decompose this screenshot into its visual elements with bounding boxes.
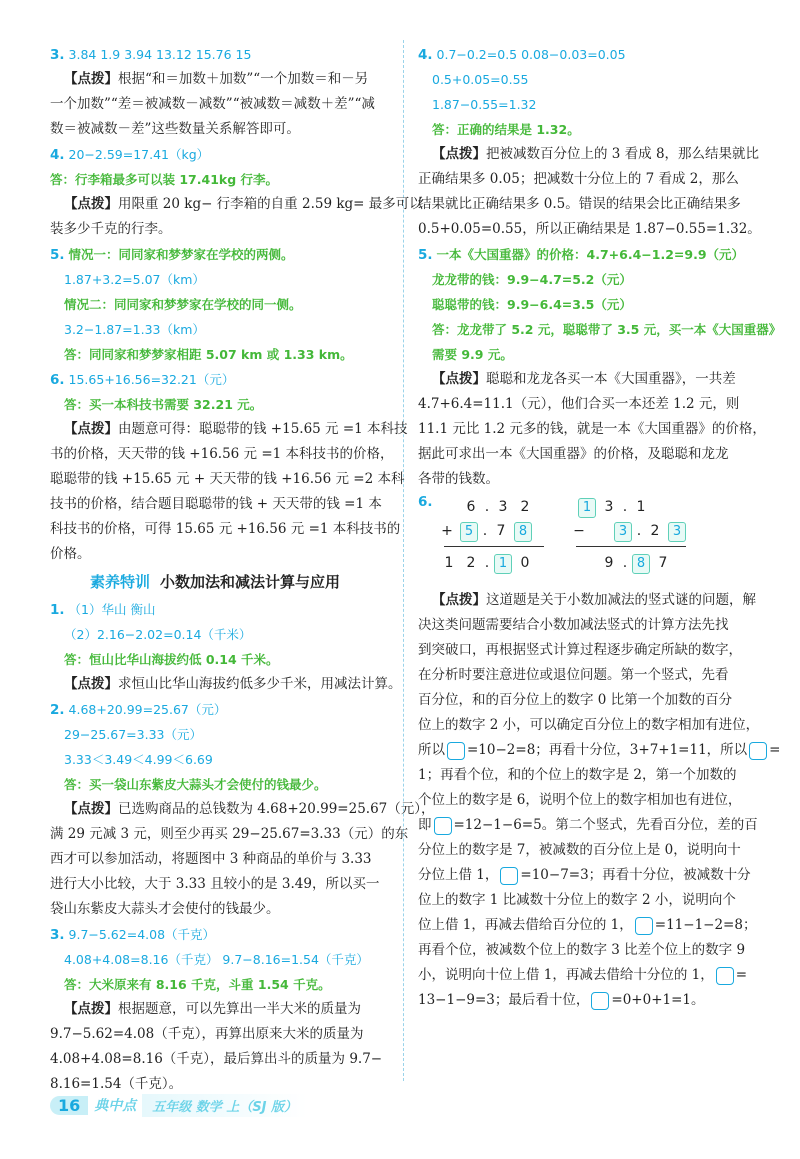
filled-box: 3 <box>668 522 686 542</box>
series-logo: 典中点 <box>94 1098 137 1114</box>
answer-q4: 4. 20−2.59=17.41（kg） <box>50 147 210 163</box>
plus-sign: + <box>441 523 453 539</box>
grade-label: 五年级 数学 上（SJ 版） <box>142 1094 307 1117</box>
digit: 2 <box>650 523 660 539</box>
digit: 2 <box>466 555 476 571</box>
blank-box <box>434 817 452 835</box>
subtraction-calc: 1 3 . 1 − 3 . 2 3 9 . 8 7 <box>568 492 688 580</box>
filled-box: 5 <box>460 522 478 542</box>
filled-box: 1 <box>494 554 512 574</box>
answer-s2: 2. 4.68+20.99=25.67（元） <box>50 702 227 718</box>
sum-line <box>444 546 544 547</box>
digit: 1 <box>636 499 646 515</box>
digit: 7 <box>496 523 506 539</box>
digit: 7 <box>658 555 668 571</box>
digit: 6 <box>466 499 476 515</box>
left-column: 3. 3.84 1.9 3.94 13.12 15.76 15 【点拨】根据“和＝加数＋加数”“一个加数＝和－另 一个加数”“差＝被减数－减数”“被减数＝减数＋差”“减 数＝被减数－差”这些数量关系解答即可。 4. 20−2.59=17.41（kg） 答：行李箱最多可以装 17.41kg 行李。 【点拨】用限重 20 kg− 行李箱的自重 2.59 kg= 最多可以 装多少千克的行李。 5. 情况一：同同家和梦梦家在学校的两侧。 1.87+3.2=5.07（km） 情况二：同同家和梦梦家在学校的同一侧。 3.2−1.87=1.33（km） 答：同同家和梦梦家相距 5.07 km 或 1.33 km。 6. 15.65+16.56=32.21（元） 答：买一本科技书需要 32.21 元。 【点拨】由题意可得：聪聪带的钱 +15.65 元 =1 本科技 书的价格，天天带的钱 +16.56 元 =1 本科技书的价格， 聪聪带的钱 +15.65 元 + 天天带的钱 +16.56 元 =2 本科 技书的价格，结合题目聪聪带的钱 + 天天带的钱 =1 本 科技书的价格，可得 15.65 元 +16.56 元 =1 本科技书的 价格。 素养特训 小数加法和减法计算与应用 1. （1）华山 衡山 （2）2.16−2.02=0.14（千米） 答：恒山比华山海拔约低 0.14 千米。 【点拨】求恒山比华山海拔约低多少千米，用减法计算。 2. 4.68+20.99=25.67（元） 29−25.67=3.33（元） 3.33＜3.49＜4.99＜6.69 答：买一袋山东紫皮大蒜头才会使付的钱最少。 【点拨】已选购商品的总钱数为 4.68+20.99=25.67（元）， 满 29 元减 3 元，则至少再买 29−25.67=3.33（元）的东 西才可以参加活动，将题图中 3 种商品的单价与 3.33 进行大小比较，大于 3.33 且较小的是 3.49，所以买一 袋山东紫皮大蒜头才会使付的钱最少。 3. 9.7−5.62=4.08（千克） 4.08+4.08=8.16（千克） 9.7−8.16=1.54（千克） 答：大米原来有 8.16 千克，斗重 1.54 千克。 【点拨】根据题意，可以先算出一半大米的质量为 9.7−5.62=4.08（千克），再算出原来大米的质量为 4.08+4.08=8.16（千克），最后算出斗的质量为 9.7− 8.16=1.54（千克）。 <box>50 42 390 1097</box>
answer-q5: 5. 情况一：同同家和梦梦家在学校的两侧。 <box>50 247 294 263</box>
right-column: 4. 0.7−0.2=0.5 0.08−0.03=0.05 0.5+0.05=0.55 1.87−0.55=1.32 答：正确的结果是 1.32。 【点拨】把被减数百分位上的 3 看成 8，那么结果就比 正确结果多 0.05；把减数十分位上的 7 看成 2，那么 结果就比正确结果多 0.5。错误的结果会比正确结果多 0.5+0.05=0.55，所以正确结果是 1.87−0.55=1.32。 5. 一本《大国重器》的价格：4.7+6.4−1.2=9.9（元） 龙龙带的钱：9.9−4.7=5.2（元） 聪聪带的钱：9.9−6.4=3.5（元） 答：龙龙带了 5.2 元，聪聪带了 3.5 元，买一本《大国重器》 需要 9.9 元。 【点拨】聪聪和龙龙各买一本《大国重器》，一共差 4.7+6.4=11.1（元），他们合买一本还差 1.2 元，则 11.1 元比 1.2 元多的钱，就是一本《大国重器》的价格， 据此可求出一本《大国重器》的价格，及聪聪和龙龙 各带的钱数。 6. 6 . 3 2 + 5 . 7 8 1 2 . 1 0 1 3 . 1 − 3 . 2 3 9 . 8 7 【点拨】这道题是关于小数加减法的竖式谜的问题，解 决这类问题需要结合小数加减法竖式的计算方法先找 到突破口，再根据竖式计算过程逐步确定所缺的数字， 在分析时要注意进位或退位问题。第一个竖式，先看 百分位，和的百分位上的数字 0 比第一个加数的百分 位上的数字 2 小，可以确定百分位上的数字相加有进位， 所以 =10−2=8；再看十分位，3+7+1=11，所以 = 1；再看个位，和的个位上的数字是 2，第一个加数的 个位上的数字是 6，说明个位上的数字相加也有进位， 即 =12−1−6=5。第二个竖式，先看百分位，差的百 分位上的数字是 7，被减数的百分位上是 0，说明向十 分位上借 1， =10−7=3；再看十分位，被减数十分 位上的数字 1 比减数十分位上的数字 2 小，说明向个 位上借 1，再减去借给百分位的 1， =11−1−2=8； 再看个位，被减数个位上的数字 3 比差个位上的数字 9 小，说明向十位上借 1，再减去借给十分位的 1， = 13−1−9=3；最后看十位， =0+0+1=1。 <box>418 42 758 1013</box>
digit: 3 <box>604 499 614 515</box>
blank-box <box>635 917 653 935</box>
blank-box <box>716 967 734 985</box>
digit: 3 <box>498 499 508 515</box>
answer-s1: 1. （1）华山 衡山 <box>50 602 156 618</box>
filled-box: 1 <box>578 498 596 518</box>
filled-box: 8 <box>514 522 532 542</box>
digit: 2 <box>520 499 530 515</box>
digit: 0 <box>520 555 530 571</box>
blank-box <box>447 742 465 760</box>
section-heading: 素养特训 小数加法和减法计算与应用 <box>90 573 341 591</box>
filled-box: 3 <box>614 522 632 542</box>
blank-box <box>500 867 518 885</box>
digit: 1 <box>444 555 454 571</box>
minus-sign: − <box>573 523 585 539</box>
page-number: 16 <box>50 1096 88 1115</box>
vertical-calculations: 6. 6 . 3 2 + 5 . 7 8 1 2 . 1 0 1 3 . 1 − 3 . 2 3 9 . 8 7 <box>418 492 758 580</box>
filled-box: 8 <box>632 554 650 574</box>
answer-s3: 3. 9.7−5.62=4.08（千克） <box>50 927 216 943</box>
page-footer <box>50 1092 307 1118</box>
blank-box <box>749 742 767 760</box>
digit: 9 <box>604 555 614 571</box>
answer-q6: 6. 15.65+16.56=32.21（元） <box>50 372 235 388</box>
answer-r5: 5. 一本《大国重器》的价格：4.7+6.4−1.2=9.9（元） <box>418 247 745 263</box>
difference-line <box>576 546 686 547</box>
answer-r4: 4. 0.7−0.2=0.5 0.08−0.03=0.05 <box>418 47 626 63</box>
answer-q3: 3. 3.84 1.9 3.94 13.12 15.76 15 <box>50 47 252 63</box>
blank-box <box>591 992 609 1010</box>
addition-calc: 6 . 3 2 + 5 . 7 8 1 2 . 1 0 <box>436 492 546 580</box>
